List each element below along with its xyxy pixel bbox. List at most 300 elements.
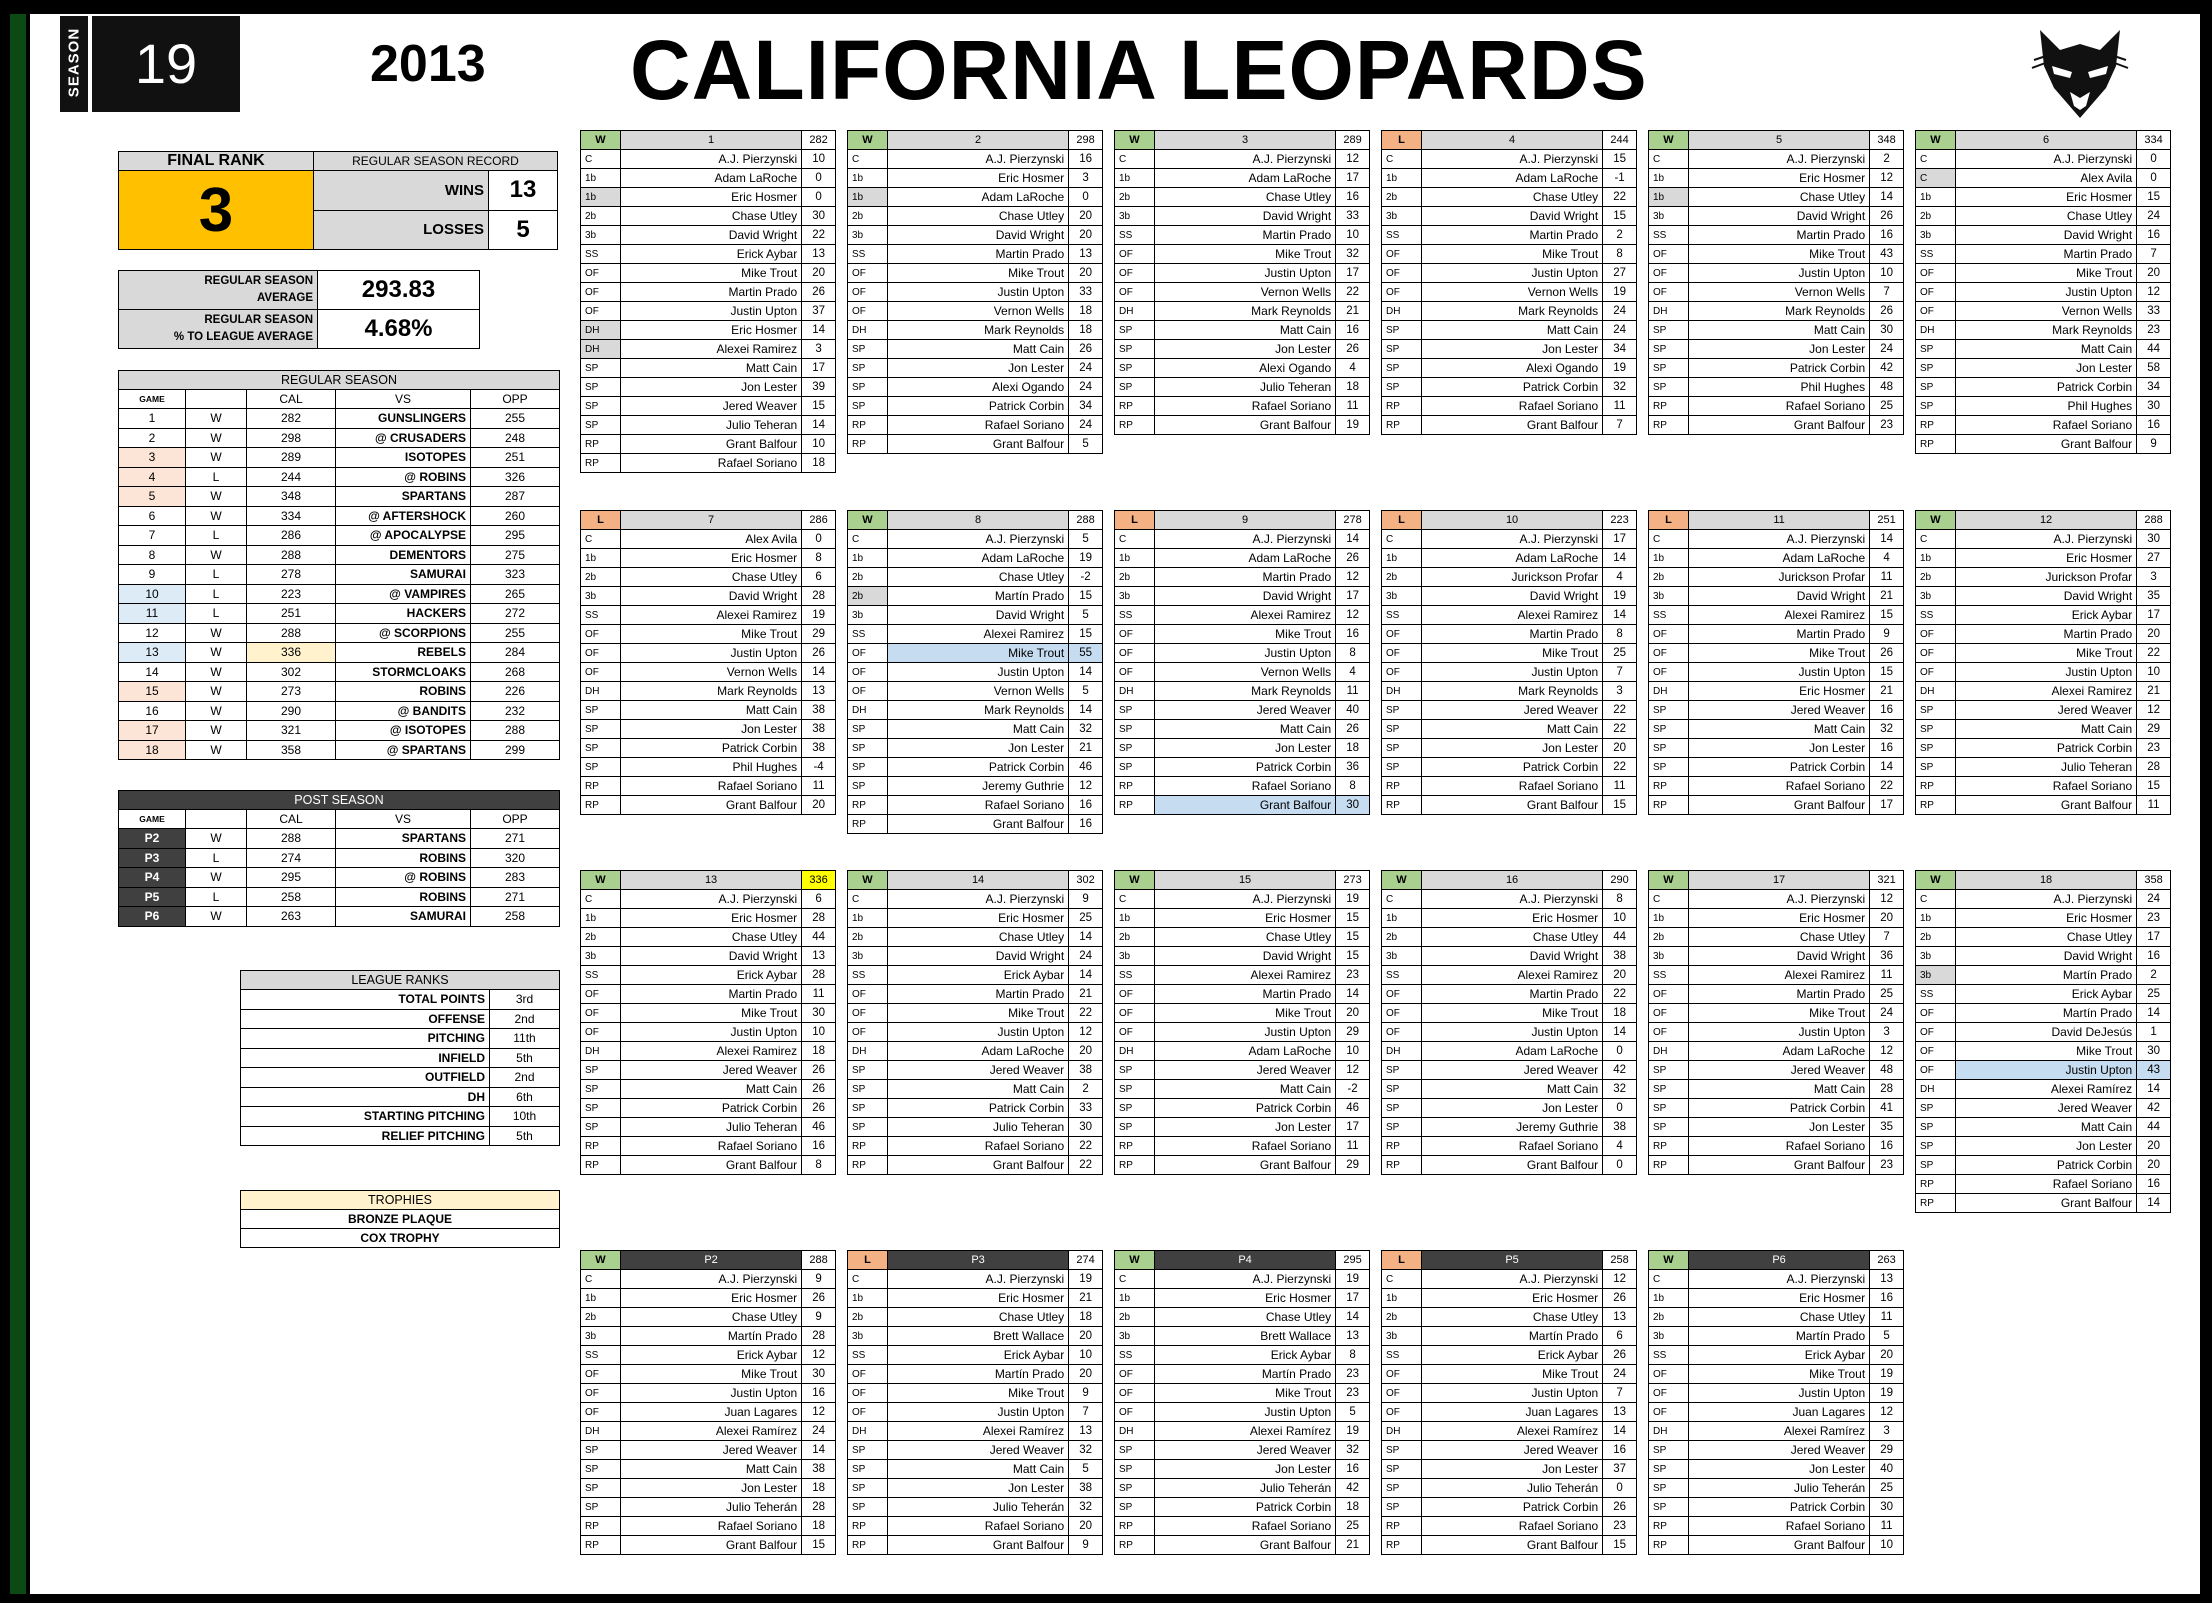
player-row [581,1422,836,1441]
player-name: Erick Aybar [1688,1346,1869,1365]
player-row [848,682,1103,701]
player-name: Juan Lagares [1421,1403,1602,1422]
player-points: 15 [1069,625,1103,644]
player-row [1649,1384,1904,1403]
player-row [1649,359,1904,378]
game-result-badge: W [1916,511,1956,530]
player-points: 9 [1870,625,1904,644]
game-number: 5 [119,487,186,507]
player-position: SS [1115,606,1155,625]
player-row [1382,283,1637,302]
player-name: Alexei Ramirez [1154,966,1335,985]
player-row [1649,966,1904,985]
player-row [1649,1137,1904,1156]
player-row [848,1080,1103,1099]
player-position: 1b [848,909,888,928]
game-total: 295 [1336,1251,1370,1270]
player-name: Martín Prado [1955,1004,2136,1023]
player-points: 15 [802,397,836,416]
player-position: C [581,530,621,549]
opp-score: 265 [471,584,560,604]
player-points: 16 [802,1384,836,1403]
game-label: 7 [620,511,801,530]
player-points: 43 [2137,1061,2171,1080]
player-name: Mike Trout [620,1004,801,1023]
player-points: 32 [1336,1441,1370,1460]
player-row [1115,359,1370,378]
player-row [1115,1137,1370,1156]
player-row [1649,283,1904,302]
wins-value: 13 [489,171,558,211]
player-name: Mike Trout [1154,1004,1335,1023]
player-name: Mike Trout [1688,1365,1869,1384]
player-row [581,321,836,340]
player-points: 21 [1069,985,1103,1004]
player-position: SP [848,739,888,758]
player-row [1916,435,2171,454]
player-position: SP [581,416,621,435]
player-position: SP [1382,1080,1422,1099]
player-points: 6 [1603,1327,1637,1346]
game-result: W [186,643,247,663]
player-points: 25 [1069,909,1103,928]
player-points: -4 [802,758,836,777]
player-row [848,416,1103,435]
player-name: Grant Balfour [1955,796,2136,815]
player-points: 44 [2137,340,2171,359]
player-name: Alexei Ramírez [1421,1422,1602,1441]
player-row [1382,796,1637,815]
player-position: 2b [1115,1308,1155,1327]
player-position: 1b [581,1289,621,1308]
player-points: 20 [1069,264,1103,283]
player-name: Jered Weaver [1688,701,1869,720]
player-points: 12 [1336,568,1370,587]
player-row [581,1403,836,1422]
game-result-badge: L [1382,1251,1422,1270]
player-points: 18 [1069,302,1103,321]
player-points: 11 [802,985,836,1004]
player-points: 20 [1336,1004,1370,1023]
player-points: 26 [1603,1346,1637,1365]
player-points: 13 [1603,1403,1637,1422]
player-points: 14 [2137,1080,2171,1099]
player-row [1916,1194,2171,1213]
player-name: A.J. Pierzynski [1955,890,2136,909]
player-points: 32 [1870,720,1904,739]
player-position: SP [1649,359,1689,378]
player-row [1649,188,1904,207]
player-name: Mike Trout [1421,1004,1602,1023]
player-name: Chase Utley [887,928,1068,947]
player-row [1649,1156,1904,1175]
game-result: L [186,604,247,624]
player-position: OF [581,1403,621,1422]
cal-score: 290 [247,701,336,721]
player-position: RP [1115,416,1155,435]
rank-category: INFIELD [241,1048,490,1068]
player-row [1115,928,1370,947]
game-header [848,1251,1103,1270]
league-rank-row [241,1087,560,1107]
player-position: SP [1382,720,1422,739]
player-position: 1b [581,188,621,207]
player-points: 6 [802,568,836,587]
opp-score: 232 [471,701,560,721]
player-position: 1b [1382,549,1422,568]
game-label: P2 [620,1251,801,1270]
player-points: 26 [802,1289,836,1308]
player-position: SP [1649,378,1689,397]
season-row [119,623,560,643]
player-name: Martin Prado [1688,625,1869,644]
opponent: @ BANDITS [336,701,471,721]
player-position: RP [1115,1137,1155,1156]
player-row [1382,1004,1637,1023]
player-position: SP [1382,1118,1422,1137]
player-row [581,1441,836,1460]
player-points: 40 [1870,1460,1904,1479]
player-position: C [1649,890,1689,909]
player-name: Grant Balfour [1154,416,1335,435]
player-points: 0 [2137,169,2171,188]
rank-value: 2nd [490,1068,560,1088]
player-points: 16 [1069,796,1103,815]
player-points: 12 [1870,169,1904,188]
player-points: 23 [2137,739,2171,758]
game-number: P6 [119,907,186,927]
player-name: Eric Hosmer [620,321,801,340]
player-position: OF [1115,985,1155,1004]
player-row [1649,1327,1904,1346]
player-row [1916,1099,2171,1118]
final-rank-value: 3 [119,171,314,250]
player-row [581,701,836,720]
player-points: 15 [1603,796,1637,815]
player-position: SP [1115,739,1155,758]
player-row [581,796,836,815]
player-points: 8 [1336,1346,1370,1365]
player-name: Matt Cain [1421,720,1602,739]
player-points: 18 [802,1479,836,1498]
player-row [1115,909,1370,928]
player-row [848,928,1103,947]
game-total: 251 [1870,511,1904,530]
player-name: Justin Upton [1154,644,1335,663]
game-result-badge: W [1115,131,1155,150]
player-row [1115,226,1370,245]
rank-value: 10th [490,1107,560,1127]
game-result: W [186,721,247,741]
player-row [581,1365,836,1384]
game-result: L [186,848,247,868]
player-row [1115,549,1370,568]
player-name: Vernon Wells [1154,283,1335,302]
player-row [1916,359,2171,378]
player-points: 26 [802,1099,836,1118]
player-position: 3b [1382,1327,1422,1346]
player-name: Eric Hosmer [1421,909,1602,928]
player-points: 5 [1336,1403,1370,1422]
player-points: 3 [1870,1023,1904,1042]
player-position: SP [1382,1479,1422,1498]
player-position: 1b [1382,1289,1422,1308]
player-row [1649,1099,1904,1118]
player-name: A.J. Pierzynski [620,1270,801,1289]
player-position: RP [1649,1156,1689,1175]
player-row [1916,207,2171,226]
player-name: Jon Lester [1955,359,2136,378]
player-row [1916,302,2171,321]
player-name: Erick Aybar [1955,985,2136,1004]
player-position: SP [581,1479,621,1498]
player-points: 20 [802,264,836,283]
player-position: OF [1115,264,1155,283]
player-row [1916,1023,2171,1042]
player-name: Rafael Soriano [1154,1517,1335,1536]
player-points: 12 [1603,1270,1637,1289]
player-name: A.J. Pierzynski [1421,150,1602,169]
player-row [1382,1384,1637,1403]
player-position: OF [1115,1403,1155,1422]
player-name: Rafael Soriano [620,1517,801,1536]
player-position: DH [1916,321,1956,340]
player-points: 13 [1603,1308,1637,1327]
player-points: 23 [2137,909,2171,928]
player-row [1649,397,1904,416]
player-row [848,1536,1103,1555]
player-points: 12 [1870,1042,1904,1061]
player-position: 2b [581,568,621,587]
player-points: 21 [1336,302,1370,321]
player-name: Justin Upton [1688,1384,1869,1403]
player-points: 16 [1069,815,1103,834]
player-row [1649,606,1904,625]
opponent: SPARTANS [336,487,471,507]
player-row [581,1004,836,1023]
player-name: Patrick Corbin [1688,1099,1869,1118]
player-position: RP [848,815,888,834]
player-points: 12 [802,1403,836,1422]
player-row [581,1479,836,1498]
player-position: SP [1382,1460,1422,1479]
player-position: DH [581,1422,621,1441]
player-points: 3 [802,340,836,359]
player-position: SP [1916,1156,1956,1175]
player-row [1916,985,2171,1004]
player-row [1382,1498,1637,1517]
player-position: SS [1115,226,1155,245]
game-header [1382,1251,1637,1270]
player-name: Patrick Corbin [1154,758,1335,777]
player-row [581,682,836,701]
player-points: 21 [1069,1289,1103,1308]
player-points: 16 [1336,1460,1370,1479]
player-name: Eric Hosmer [1421,1289,1602,1308]
player-row [1382,1156,1637,1175]
game-result-badge: W [581,131,621,150]
player-name: Julio Teheran [1154,378,1335,397]
player-name: A.J. Pierzynski [1421,1270,1602,1289]
player-position: OF [1916,663,1956,682]
player-row [1382,739,1637,758]
player-position: C [1115,150,1155,169]
opp-score: 283 [471,868,560,888]
player-position: RP [581,1137,621,1156]
player-name: Rafael Soriano [620,1137,801,1156]
player-name: Jon Lester [1154,1118,1335,1137]
season-row [119,545,560,565]
player-position: SP [1916,378,1956,397]
player-name: Martin Prado [1955,245,2136,264]
player-row [1115,777,1370,796]
player-name: Alexei Ramirez [1955,682,2136,701]
player-position: RP [1382,397,1422,416]
player-points: 19 [1069,549,1103,568]
player-points: 34 [2137,378,2171,397]
player-row [1649,644,1904,663]
player-row [581,928,836,947]
player-points: 5 [1069,606,1103,625]
opp-score: 275 [471,545,560,565]
player-name: Chase Utley [887,568,1068,587]
player-name: Juan Lagares [620,1403,801,1422]
cal-score: 302 [247,662,336,682]
player-row [1115,169,1370,188]
rank-category: RELIEF PITCHING [241,1126,490,1146]
player-name: A.J. Pierzynski [1688,530,1869,549]
player-row [1382,1023,1637,1042]
game-total: 286 [802,511,836,530]
player-row [1115,966,1370,985]
player-points: 20 [2137,1137,2171,1156]
player-row [581,568,836,587]
player-row [1115,188,1370,207]
player-row [1916,796,2171,815]
player-points: 12 [1336,606,1370,625]
player-row [1649,150,1904,169]
player-name: A.J. Pierzynski [887,1270,1068,1289]
game-9-boxscore [1114,510,1370,815]
player-position: C [1115,890,1155,909]
player-position: RP [848,416,888,435]
player-name: Mike Trout [1688,644,1869,663]
player-position: DH [1115,1422,1155,1441]
player-position: DH [848,1422,888,1441]
player-points: 14 [1870,188,1904,207]
player-points: 10 [1336,1042,1370,1061]
player-points: 30 [1069,1118,1103,1137]
player-points: 46 [802,1118,836,1137]
player-name: Justin Upton [887,663,1068,682]
player-points: 41 [1870,1099,1904,1118]
player-row [848,1023,1103,1042]
player-row [848,985,1103,1004]
player-position: SP [848,1498,888,1517]
player-row [581,264,836,283]
player-row [1649,1004,1904,1023]
player-name: Eric Hosmer [887,909,1068,928]
player-position: 2b [848,568,888,587]
player-position: 3b [848,606,888,625]
player-position: C [1382,890,1422,909]
player-points: 16 [2137,947,2171,966]
player-name: Mike Trout [1955,1042,2136,1061]
player-row [581,739,836,758]
player-points: 17 [1336,169,1370,188]
player-position: OF [1382,1004,1422,1023]
opponent: STORMCLOAKS [336,662,471,682]
game-label: 13 [620,871,801,890]
game-total: 289 [1336,131,1370,150]
player-position: 3b [1115,207,1155,226]
player-position: 1b [1649,188,1689,207]
player-row [848,1061,1103,1080]
player-points: 44 [1603,928,1637,947]
game-header [1382,511,1637,530]
player-name: Julio Teherán [620,1498,801,1517]
player-position: C [848,890,888,909]
player-row [848,264,1103,283]
player-points: 19 [1870,1384,1904,1403]
rank-category: TOTAL POINTS [241,990,490,1010]
player-row [1115,1118,1370,1137]
player-name: Julio Teherán [1421,1479,1602,1498]
player-points: 14 [802,321,836,340]
player-position: DH [1649,1042,1689,1061]
player-row [1649,1270,1904,1289]
player-points: 18 [1336,1498,1370,1517]
player-name: Mike Trout [1688,245,1869,264]
season-row [119,428,560,448]
player-name: Grant Balfour [1154,1536,1335,1555]
player-points: 20 [1870,909,1904,928]
game-p4-boxscore [1114,1250,1370,1555]
player-name: Martín Prado [887,587,1068,606]
cal-score: 289 [247,448,336,468]
game-number: 4 [119,467,186,487]
player-points: 14 [802,416,836,435]
player-row [1649,947,1904,966]
player-row [1916,188,2171,207]
player-position: SS [1649,226,1689,245]
player-name: Jon Lester [1154,739,1335,758]
player-position: 3b [1649,587,1689,606]
player-points: 2 [1069,1080,1103,1099]
player-points: 30 [2137,530,2171,549]
player-name: David Wright [1421,587,1602,606]
player-name: Chase Utley [1955,928,2136,947]
game-result: L [186,526,247,546]
player-name: A.J. Pierzynski [1154,1270,1335,1289]
season-row [119,662,560,682]
player-name: Mike Trout [887,644,1068,663]
player-position: SP [1115,1061,1155,1080]
trophies-table [240,1190,560,1248]
player-position: DH [848,321,888,340]
player-name: Martin Prado [620,985,801,1004]
game-total: 274 [1069,1251,1103,1270]
opp-score: 323 [471,565,560,585]
player-row [1382,663,1637,682]
player-position: OF [1115,245,1155,264]
player-row [1916,1061,2171,1080]
player-row [1382,985,1637,1004]
player-points: 24 [1870,1004,1904,1023]
league-rank-row [241,1107,560,1127]
season-row [119,682,560,702]
player-name: Eric Hosmer [887,1289,1068,1308]
